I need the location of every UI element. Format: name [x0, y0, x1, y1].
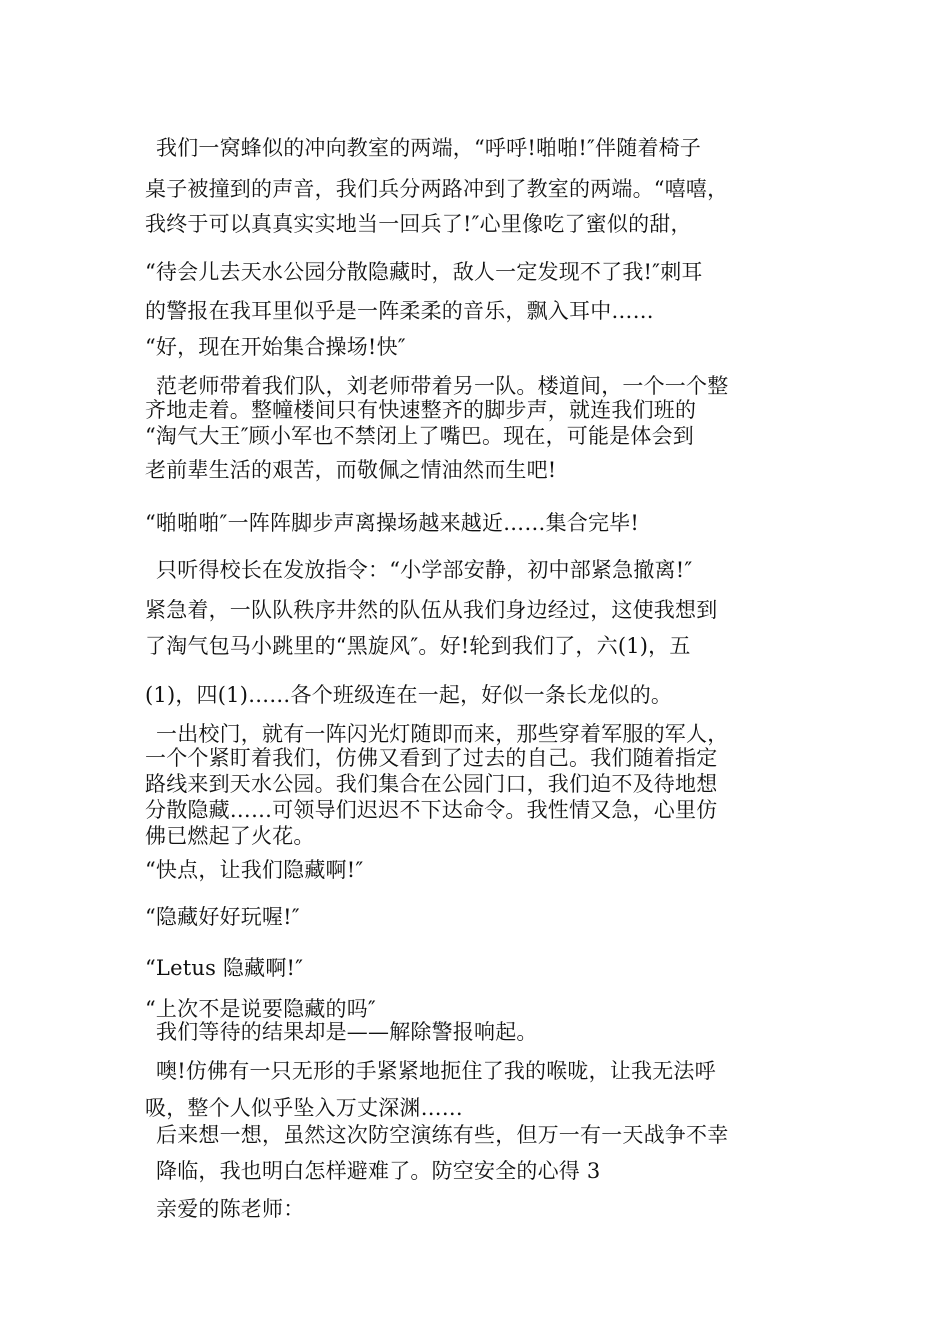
text-line-21: “快点，让我们隐藏啊!″	[145, 858, 364, 882]
text-line-29: 降临，我也明白怎样避难了。防空安全的心得 3	[156, 1159, 601, 1183]
text-line-11: “啪啪啪″一阵阵脚步声离操场越来越近……集合完毕!	[145, 511, 640, 535]
text-line-10: 老前辈生活的艰苦，而敬佩之情油然而生吧!	[145, 458, 557, 482]
text-line-23: “Letus 隐藏啊!″	[145, 956, 304, 980]
text-line-7: 范老师带着我们队，刘老师带着另一队。楼道间，一个一个整	[156, 374, 729, 398]
text-line-16: 一出校门，就有一阵闪光灯随即而来，那些穿着军服的军人，	[156, 722, 729, 746]
text-line-14: 了淘气包马小跳里的“黑旋风″。好!轮到我们了，六(1)，五	[145, 634, 691, 658]
text-line-19: 分散隐藏……可领导们迟迟不下达命令。我性情又急，心里仿	[145, 798, 718, 822]
text-line-4: “待会儿去天水公园分散隐藏时，敌人一定发现不了我!″刺耳	[145, 260, 703, 284]
text-line-3: 我终于可以真真实实地当一回兵了!″心里像吃了蜜似的甜，	[145, 212, 692, 236]
text-line-1: 我们一窝蜂似的冲向教室的两端，“呼呼!啪啪!″伴随着椅子	[156, 136, 702, 160]
text-line-17: 一个个紧盯着我们，仿佛又看到了过去的自己。我们随着指定	[145, 746, 718, 770]
text-line-26: 噢!仿佛有一只无形的手紧紧地扼住了我的喉咙，让我无法呼	[156, 1059, 716, 1083]
text-line-24: “上次不是说要隐藏的吗″	[145, 997, 376, 1021]
text-line-9: “淘气大王″顾小军也不禁闭上了嘴巴。现在，可能是体会到	[145, 424, 694, 448]
text-line-5: 的警报在我耳里似乎是一阵柔柔的音乐，飘入耳中……	[145, 299, 654, 323]
text-line-28: 后来想一想，虽然这次防空演练有些，但万一有一天战争不幸	[156, 1123, 729, 1147]
text-line-8: 齐地走着。整幢楼间只有快速整齐的脚步声，就连我们班的	[145, 398, 697, 422]
text-line-30: 亲爱的陈老师：	[156, 1197, 305, 1221]
text-line-18: 路线来到天水公园。我们集合在公园门口，我们迫不及待地想	[145, 772, 718, 796]
text-line-25: 我们等待的结果却是——解除警报响起。	[156, 1020, 538, 1044]
text-line-12: 只听得校长在发放指令：“小学部安静，初中部紧急撤离!″	[156, 558, 693, 582]
text-line-6: “好，现在开始集合操场!快″	[145, 335, 406, 359]
text-line-2: 桌子被撞到的声音，我们兵分两路冲到了教室的两端。“嘻嘻，	[145, 177, 729, 201]
text-line-15: (1)，四(1)……各个班级连在一起，好似一条长龙似的。	[145, 683, 673, 707]
text-line-22: “隐藏好好玩喔!″	[145, 905, 300, 929]
text-line-13: 紧急着，一队队秩序井然的队伍从我们身边经过，这使我想到	[145, 598, 718, 622]
text-line-27: 吸，整个人似乎坠入万丈深渊……	[145, 1096, 463, 1120]
text-line-20: 佛已燃起了火花。	[145, 824, 315, 848]
